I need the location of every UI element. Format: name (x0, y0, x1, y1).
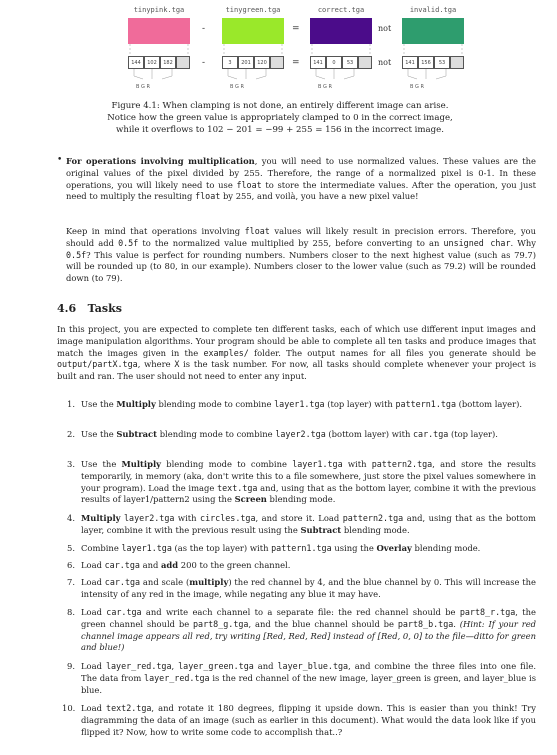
text: to the normalized value multiplied by 255, before converting to an (138, 237, 444, 248)
code: layer1.tga (292, 459, 343, 469)
task-text (81, 429, 536, 441)
task-item (67, 543, 536, 555)
bullet-icon: • (57, 155, 63, 165)
text: using the (331, 543, 377, 553)
text: , the green channel should be (81, 607, 536, 629)
channel-labels: B G R (410, 84, 424, 90)
code: 0.5f (118, 237, 139, 248)
pixel-cell: 120 (254, 56, 270, 69)
code: unsigned char (443, 237, 511, 248)
task-text (81, 560, 536, 572)
paragraph-precision (66, 226, 536, 285)
text: , and store the results temporarily, in memory (aka, don't write this to a file somewhere, just store the pixel values somewhere in your program). Load the image (81, 459, 536, 493)
code: 0.5f (66, 249, 87, 260)
pixel-cell: 141 (402, 56, 418, 69)
text: and, using that as the bottom layer, combine it with the previous results of layer1/pattern2 using the (81, 482, 536, 505)
text: and (139, 560, 161, 570)
bold-term: add (161, 560, 179, 570)
code: layer_blue.tga (277, 661, 349, 671)
code: pattern2.tga (371, 459, 433, 469)
code: layer_red.tga (105, 661, 172, 671)
text: , and rotate it 180 degrees, flipping it upside down. This is easier than you think! Try diagramming the data of an image (such as earlier in this document). What would the data look like if you flipped it? Now, how to write some code to accomplish that..? (81, 703, 537, 737)
task-item (67, 577, 536, 601)
bold-term: Multiply (121, 459, 162, 469)
text: . (453, 618, 460, 629)
operator-equals: = (292, 24, 300, 34)
task-text (81, 459, 536, 506)
text: by 255, and voilà, you have a new pixel value! (220, 191, 419, 202)
task-number: 3. (67, 459, 75, 469)
caption-line: Figure 4.1: When clamping is not done, an entirely different image can arise. (111, 101, 449, 111)
code: output/partX.tga (57, 359, 138, 370)
task-number: 7. (67, 577, 75, 587)
operator-equals: = (292, 58, 300, 68)
task-number: 1. (67, 399, 75, 409)
pixel-cell: 156 (418, 56, 434, 69)
bold-term: Overlay (376, 543, 412, 553)
text: (bottom layer) with (325, 429, 414, 439)
figure-caption (70, 100, 490, 136)
operator-not: not (378, 58, 392, 67)
text: Use the (81, 459, 122, 469)
code: examples/ (203, 347, 249, 358)
text: (top layer) with (324, 399, 396, 409)
pixel-cell: 53 (342, 56, 358, 69)
text: folder. The output names for all files you generate should be (248, 347, 536, 358)
text: Load (81, 577, 105, 587)
text: is the task number. For now, all tasks should complete whenever your project is built and ran. The user should not need to enter any input. (57, 359, 536, 382)
code: float (195, 191, 221, 202)
figure-4-1 (0, 0, 557, 150)
task-item (67, 661, 536, 696)
operator-minus: - (202, 58, 206, 68)
task-number: 9. (67, 661, 75, 671)
text: with (342, 459, 372, 469)
code: text2.tga (106, 703, 152, 713)
text: blending mode. (411, 543, 481, 553)
text: blending mode to combine (161, 459, 293, 469)
task-number: 5. (67, 543, 75, 553)
text: 200 to the green channel. (178, 560, 291, 570)
task-text (81, 577, 536, 601)
code: text.tga (217, 482, 258, 493)
text: , and combine the three files into one file. The data from (81, 661, 537, 683)
text: Use the (81, 429, 117, 439)
bold-term: Subtract (300, 524, 342, 535)
code: layer2.tga (124, 513, 175, 523)
text: Load (81, 607, 107, 617)
task-text (81, 543, 536, 555)
code: layer2.tga (275, 429, 326, 439)
image-label-tinygreen: tinygreen.tga (225, 6, 281, 14)
code: circles.tga (200, 513, 256, 523)
text: . Why (510, 237, 536, 248)
task-text (81, 661, 536, 696)
text: Combine (81, 543, 122, 553)
code: layer_green.tga (178, 661, 254, 671)
text: (Hint: If your red channel image appears all red, try writing [Red, Red, Red] instead of [Red, 0, 0] to the file—ditto for green and blue!) (81, 618, 537, 653)
code: part8_b.tga (397, 618, 454, 629)
task-item (67, 560, 536, 572)
task-number: 4. (67, 513, 75, 523)
task-text (81, 513, 536, 537)
text: blending mode. (266, 494, 336, 505)
code: float (236, 179, 262, 190)
pixel-cell: 144 (128, 56, 144, 69)
task-item (67, 459, 536, 506)
task-number: 10. (62, 703, 76, 713)
channel-labels: B G R (318, 84, 332, 90)
image-label-invalid: invalid.tga (409, 6, 457, 14)
pixel-cell: 102 (144, 56, 160, 69)
code: X (174, 359, 180, 370)
code: part8_r.tga (459, 607, 516, 617)
task-number: 6. (67, 560, 75, 570)
code: pattern2.tga (342, 513, 404, 523)
section-number: 4.6 (57, 302, 77, 315)
bold-term: Screen (234, 494, 267, 505)
text: to store the intermediate values. After the operation, you just need to multiply the resulting (66, 179, 537, 202)
code: car.tga (104, 560, 140, 570)
channel-labels: B G R (230, 84, 244, 90)
code: car.tga (413, 429, 449, 439)
text: and (253, 661, 278, 671)
bullet-multiplication (66, 156, 536, 203)
text: , (171, 661, 179, 671)
pixel-cell-pad (270, 56, 284, 69)
pixel-cell: 182 (160, 56, 176, 69)
text: Load (81, 560, 105, 570)
code: pattern1.tga (395, 399, 456, 409)
text: blending mode to combine (157, 429, 276, 439)
text: ) the red channel by 4, and the blue channel by 0. This will increase the intensity of any red in the image, while negating any blue it may have. (81, 577, 536, 599)
text: Load (81, 661, 106, 671)
text: and scale ( (140, 577, 190, 587)
text: Use the (81, 399, 117, 409)
task-text (81, 703, 536, 738)
section-heading (57, 302, 122, 315)
section-title: Tasks (87, 302, 122, 315)
text: values will likely result in precision errors. Therefore, you should add (66, 226, 536, 248)
bold-term: multiply (189, 577, 229, 587)
pixel-cell: 201 (238, 56, 254, 69)
task-item (67, 607, 536, 654)
tasks-intro (57, 324, 536, 383)
code: layer1.tga (121, 543, 172, 553)
image-label-tinypink: tinypink.tga (133, 6, 185, 14)
bold-lead: For operations involving multiplication (66, 156, 255, 166)
task-item (67, 399, 536, 411)
caption-line: while it overflows to 102 − 201 = −99 + 255 = 156 in the incorrect image. (116, 125, 444, 135)
pixel-cell-pad (176, 56, 190, 69)
task-text (81, 607, 536, 654)
pixel-cell: 3 (222, 56, 238, 69)
text: (top layer). (448, 429, 498, 439)
text: (bottom layer). (456, 399, 523, 409)
task-item (67, 429, 536, 441)
task-item (62, 703, 537, 738)
text: and, using that as the bottom layer, combine it with the previous result using the (81, 513, 536, 535)
code: car.tga (104, 577, 141, 587)
channel-labels: B G R (136, 84, 150, 90)
text: , and the blue channel should be (248, 618, 398, 629)
text: In this project, you are expected to complete ten different tasks, each of which use different input images and image manipulation algorithms. Your program should be able to complete all ten tasks and produce images that match the images given in the (57, 324, 536, 358)
image-label-correct: correct.tga (317, 6, 365, 14)
text: Keep in mind that operations involving (66, 226, 245, 236)
text: , and store it. Load (255, 513, 343, 523)
task-number: 8. (67, 607, 75, 617)
text: with (174, 513, 201, 523)
text: Load (81, 703, 107, 713)
bold-term: Subtract (116, 429, 158, 439)
code: pattern1.tga (271, 543, 332, 553)
pixel-cell: 141 (310, 56, 326, 69)
code: car.tga (106, 607, 142, 617)
bold-term: Multiply (81, 513, 121, 523)
task-item (67, 513, 536, 537)
task-number: 2. (67, 429, 75, 439)
text: is the red channel of the new image, layer_green is green, and layer_blue is blue. (81, 672, 536, 695)
bold-term: Multiply (116, 399, 156, 409)
code: float (244, 226, 270, 236)
text: , you will need to use normalized values. These values are the original values of the pixel divided by 255. Therefore, the range of a normalized pixel is 0-1. In these operations, you will likely need to use (66, 156, 536, 190)
text: blending mode to combine (155, 399, 275, 409)
text: , where (137, 359, 175, 370)
text: blending mode. (341, 524, 410, 535)
pixel-cell-pad (358, 56, 372, 69)
caption-line: Notice how the green value is appropriately clamped to 0 in the correct image, (107, 113, 453, 123)
text: (as the top layer) with (171, 543, 272, 553)
operator-not: not (378, 24, 392, 33)
text: and write each channel to a separate file: the red channel should be (141, 607, 460, 617)
pixel-cell: 53 (434, 56, 450, 69)
code: layer1.tga (274, 399, 325, 409)
pixel-cell: 0 (326, 56, 342, 69)
code: layer_red.tga (144, 672, 210, 683)
operator-minus: - (202, 24, 206, 34)
task-text (81, 399, 536, 411)
pixel-cell-pad (450, 56, 464, 69)
code: part8_g.tga (193, 618, 249, 629)
text: ? This value is perfect for rounding numbers. Numbers closer to the next highest value (such as 79.7) will be rounded up (to 80, in our example). Numbers closer to the lower value (such as 79.2) will be rounded down (to 79). (66, 249, 536, 284)
